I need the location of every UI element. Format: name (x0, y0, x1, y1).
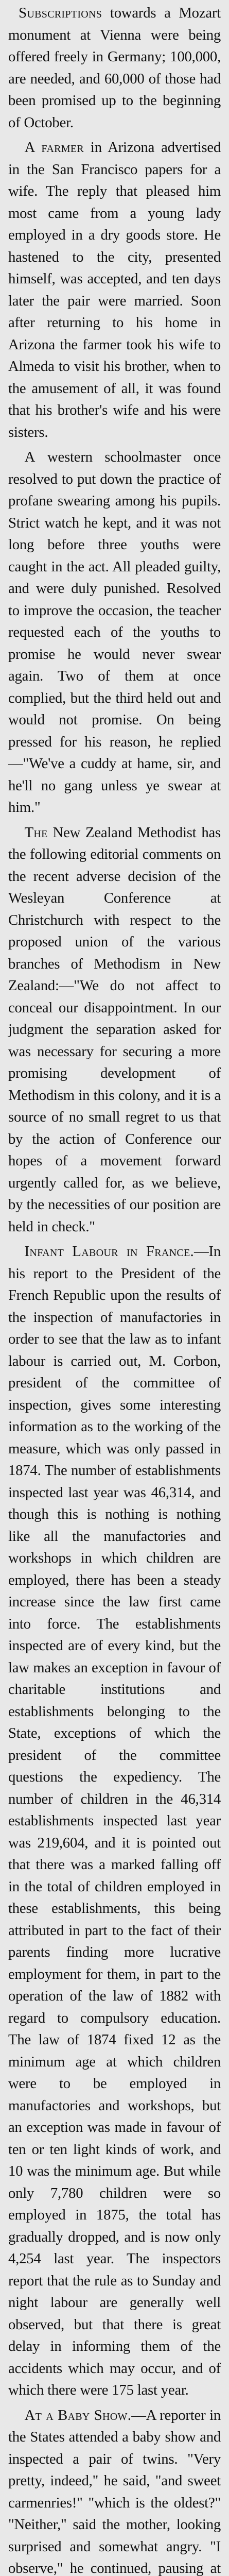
lead-in: Subscriptions (19, 5, 102, 21)
item-text: in Arizona advertised in the San Francisco papers for a wife. The reply that pleased him most came from a young lady employed in a dry goods store. He hastened to the city, presented himself, was accepted, and ten days later the pair were married. Soon after returning to his home in Arizona the farmer took his wife to Almeda to visit his brother, when to the amusement of all, it was found that his brother's wife and his were sisters. (8, 139, 221, 440)
news-item-methodist (8, 822, 221, 1238)
news-item-baby-show (8, 2404, 221, 2576)
item-text: New Zealand Methodist has the following editorial comments on the recent adverse decision of the Wesleyan Conference at Christchurch with respect to the proposed union of the various branches of Methodism in New Zealand:—"We do not affect to conceal our disappointment. In our judgment the separation asked for was necessary for securing a more promising development of Methodism in this colony, and it is a source of no small regret to us that by the action of Conference our hopes of a movement forward urgently called for, as we believe, by the necessities of our position are held in check." (8, 824, 221, 1235)
item-text: western schoolmaster once resolved to put down the practice of profane swearing among his pupils. Strict watch he kept, and it was not long before three youths were caught in the act. All pleaded guilty, and were duly punished. Resolved to improve the occasion, the teacher requested each of the youths to promise he would never swear again. Two of them at once complied, but the third held out and would not promise. On being pressed for his reason, he replied—"We've a cuddy at hame, sir, and he'll no gang unless ye swear at him." (8, 449, 221, 816)
lead-in: At a Baby Show. (25, 2407, 132, 2424)
item-text: —In his report to the President of the French Republic upon the results of the inspection of manufactories in order to see that the law as to infant labour is carried out, M. Corbon, president of the committee of inspection, gives some interesting information as to the working of the measure, which was only passed in 1874. The number of establishments inspected last year was 46,314, and though this is nothing is nothing like all the manufactories and workshops in which children are employed, there has been a steady increase since the law first came into force. The establishments inspected are of every kind, but the law makes an exception in favour of charitable institutions and establishments belonging to the State, exceptions of which the president of the committee questions the expediency. The number of children in the 46,314 establishments inspected last year was 219,604, and it is pointed out that there was a marked falling off in the total of children employed in these establishments, this being attributed in part to the fact of their parents finding more lucrative employment for them, in part to the operation of the law of 1882 with regard to compulsory education. The law of 1874 fixed 12 as the minimum age at which children were to be employed in manufactories and workshops, but an exception was made in favour of ten or ten light kinds of work, and 10 was the minimum age. But while only 7,780 children were so employed in 1875, the total has gradually dropped, and is now only 4,254 last year. The inspectors report that the rule as to Sunday and night labour are generally well observed, but that there is great delay in informing them of the accidents which may occur, and of which there were 175 last year. (8, 1243, 221, 2398)
news-item-arizona-farmer (8, 137, 221, 443)
item-text: towards a Mozart monument at Vienna were being offered freely in Germany; 100,000, are needed, and 60,000 of those had been promised up to the beginning of October. (8, 5, 221, 131)
item-text: —A reporter in the States attended a baby show and inspected a pair of twins. "Very pretty, indeed," he said, "and sweet carmenries!" "which is the oldest?" "Neither," said the mother, looking surprised and somewhat angry. "I observe," he continued, pausing at (8, 2407, 221, 2576)
news-item-infant-labour (8, 1241, 221, 2401)
news-item-mozart-monument (8, 2, 221, 133)
lead-in: The (25, 824, 48, 841)
lead-in: A (25, 449, 36, 465)
lead-in: Infant Labour in France. (25, 1243, 194, 1260)
lead-in: A farmer (25, 139, 84, 156)
news-item-schoolmaster (8, 446, 221, 819)
